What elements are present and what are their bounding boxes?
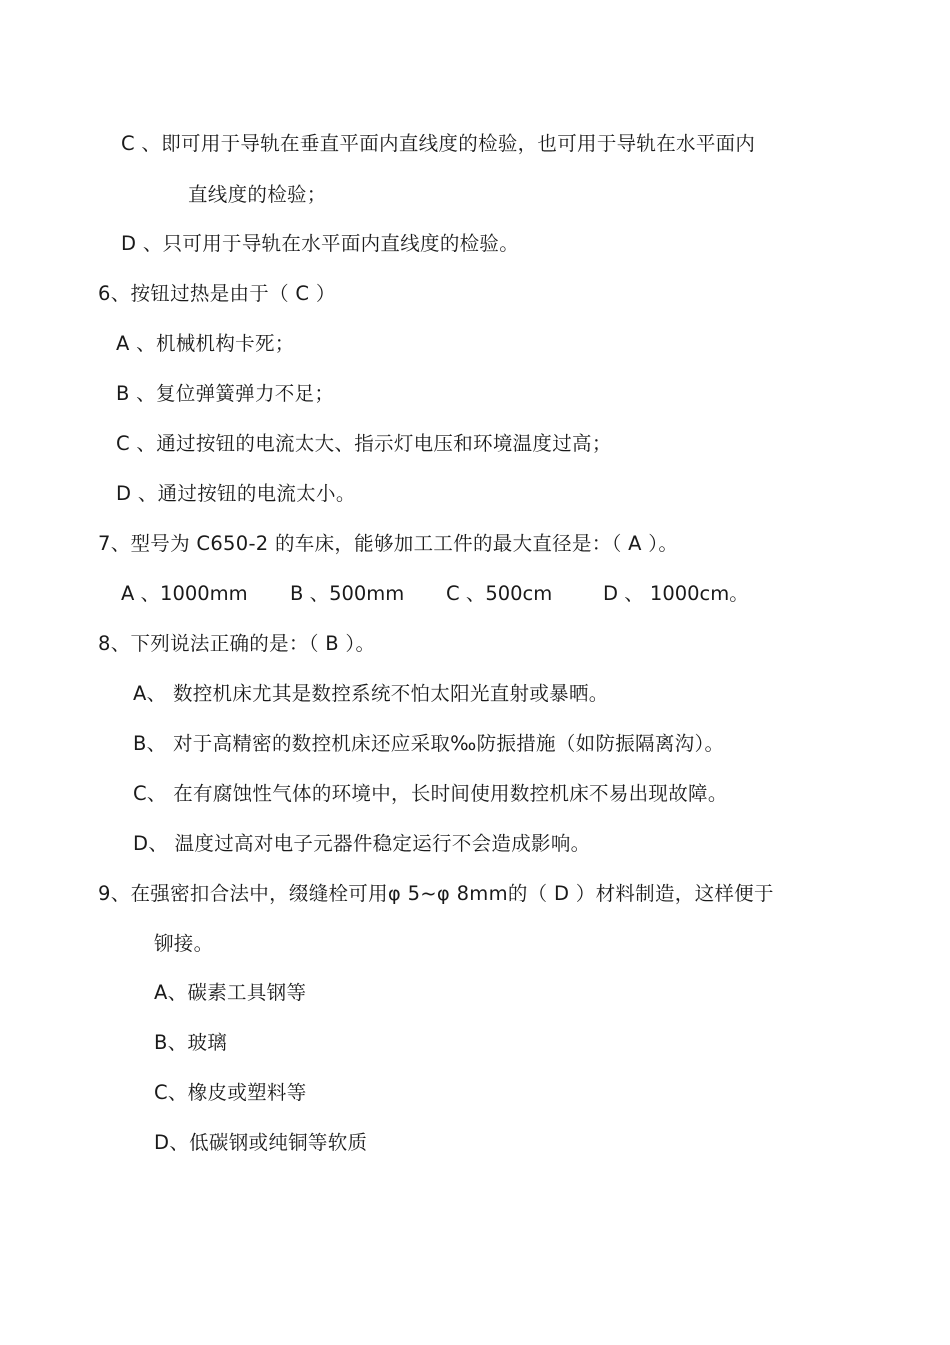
q6-option-d: D 、通过按钮的电流太小。 — [116, 482, 356, 505]
q5-option-c-line1: C 、即可用于导轨在垂直平面内直线度的检验，也可用于导轨在水平面内 — [121, 132, 756, 155]
q9-option-c: C、橡皮或塑料等 — [154, 1081, 307, 1104]
q8-stem: 8、下列说法正确的是：（ B ）。 — [98, 632, 376, 655]
q8-option-c: C、 在有腐蚀性气体的环境中，长时间使用数控机床不易出现故障。 — [133, 782, 728, 805]
q7-option-d: D 、 1000cm。 — [603, 582, 749, 605]
q7-option-b: B 、500mm — [290, 582, 405, 605]
q8-option-b: B、 对于高精密的数控机床还应采取‰防振措施（如防振隔离沟）。 — [133, 732, 725, 755]
q9-stem-line2: 铆接。 — [154, 932, 214, 955]
q8-option-d: D、 温度过高对电子元器件稳定运行不会造成影响。 — [133, 832, 591, 855]
q7-option-c: C 、500cm — [446, 582, 553, 605]
q6-option-b: B 、复位弹簧弹力不足； — [116, 382, 335, 405]
q6-option-a: A 、机械机构卡死； — [116, 332, 295, 355]
q6-option-c: C 、通过按钮的电流太大、指示灯电压和环境温度过高； — [116, 432, 612, 455]
q5-option-c-line2: 直线度的检验； — [188, 183, 327, 206]
q7-option-a: A 、1000mm — [121, 582, 248, 605]
q9-option-b: B、玻璃 — [154, 1031, 228, 1054]
q9-option-d: D、低碳钢或纯铜等软质 — [154, 1131, 368, 1154]
q9-option-a: A、碳素工具钢等 — [154, 981, 307, 1004]
q9-stem-line1: 9、在强密扣合法中，缀缝栓可用φ 5~φ 8mm的（ D ）材料制造，这样便于 — [98, 882, 774, 905]
q8-option-a: A、 数控机床尤其是数控系统不怕太阳光直射或暴晒。 — [133, 682, 609, 705]
q7-stem: 7、型号为 C650-2 的车床，能够加工工件的最大直径是：（ A ）。 — [98, 532, 679, 555]
q6-stem: 6、按钮过热是由于（ C ） — [98, 282, 336, 305]
q5-option-d: D 、只可用于导轨在水平面内直线度的检验。 — [121, 232, 520, 255]
